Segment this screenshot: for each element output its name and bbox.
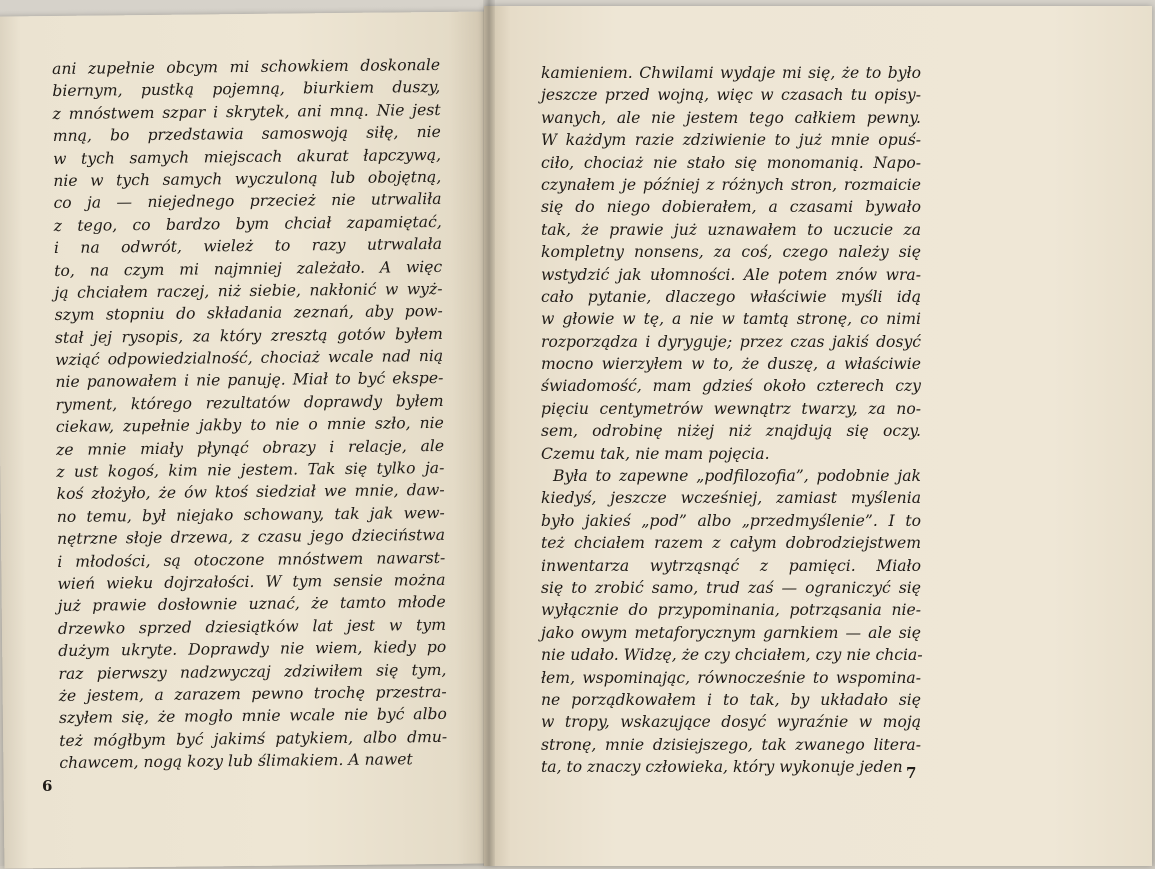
text-line: ani zupełnie obcym mi schowkiem doskonale (52, 55, 441, 78)
text-line: nie udało. Widzę, że czy chciałem, czy nie chcia- (541, 646, 923, 665)
left-page-text (52, 54, 447, 775)
text-line: cało pytanie, dlaczego właściwie myśli idą (541, 287, 921, 306)
text-line: pięciu centymetrów wewnątrz twarzy, za no- (541, 399, 921, 418)
text-line: Była to zapewne „podfilozofia”, podobnie jak (553, 467, 921, 486)
text-line: stał jej rysopis, za który zresztą gotów byłem (54, 324, 444, 347)
text-line: świadomość, mam gdzieś około czterech czy (541, 377, 921, 396)
right-page-number: 7 (906, 764, 917, 782)
text-line: z mnóstwem szpar i skrytek, ani mną. Nie jest (52, 100, 441, 123)
text-line: też chciałem razem z całym dobrodziejstwem (541, 534, 921, 553)
text-line: wyłącznie do przypominania, potrząsania nie- (541, 601, 921, 620)
text-line: już prawie dosłownie uznać, że tamto młode (57, 593, 446, 616)
text-line: ta, to znaczy człowieka, który wykonuje jeden (541, 758, 903, 777)
text-line: drzewko sprzed dziesiątków lat jest w tym (57, 615, 447, 638)
text-line: w głowie w tę, a nie w tamtą stronę, co nimi (541, 310, 921, 329)
text-line: mocno wierzyłem w to, że duszę, a właściwie (541, 355, 921, 374)
text-line: tak, że prawie już uznawałem to uczucie za (541, 220, 921, 239)
left-page-number: 6 (42, 777, 53, 795)
text-line: się to zrobić samo, trud zaś — ograniczyć się (541, 578, 921, 597)
text-line: kiedyś, jeszcze wcześniej, zamiast myślenia (541, 489, 921, 508)
text-line: sem, odrobinę niżej niż znajdują się oczy. (541, 422, 921, 441)
text-line: że jestem, a zarazem pewno trochę przestra- (58, 682, 447, 705)
text-line: szyłem się, że mogło mnie wcale nie być albo (58, 705, 447, 728)
text-line: szym stopniu do składania zeznań, aby pow- (54, 302, 443, 325)
text-line: dużym ukryte. Doprawdy nie wiem, kiedy po (58, 638, 447, 661)
text-line: Czemu tak, nie mam pojęcia. (541, 444, 770, 463)
text-line: łem, wspominając, równocześnie to wspomina- (541, 668, 921, 687)
text-line: mną, bo przedstawia samoswoją siłę, nie (52, 123, 441, 146)
text-line: się do niego dobierałem, a czasami bywało (541, 198, 921, 217)
text-line: chawcem, nogą kozy lub ślimakiem. A nawet (59, 750, 413, 773)
text-line: ze mnie miały płynąć obrazy i relacje, ale (56, 436, 445, 459)
text-line: co ja — niejednego przecież nie utrwaliła (53, 190, 442, 213)
text-line: koś złożyło, że ów ktoś siedział we mnie, daw- (56, 481, 445, 504)
text-line: ciekaw, zupełnie jakby to nie o mnie szło, nie (55, 414, 444, 437)
text-line: nie w tych samych wyczuloną lub obojętną, (53, 167, 442, 190)
text-line: i na odwrót, wieleż to razy utrwalała (53, 235, 443, 258)
text-line: ją chciałem raczej, niż siebie, nakłonić w wyż- (54, 279, 443, 302)
right-page-text (541, 62, 921, 779)
text-line: wstydzić jak ułomności. Ale potem znów wra- (541, 265, 921, 284)
book-gutter (483, 0, 495, 866)
text-line: raz pierwszy nadzwyczaj zdziwiłem się tym, (58, 660, 447, 683)
text-line: jeszcze przed wojną, więc w czasach tu opisy- (541, 86, 921, 105)
text-line: z tego, co bardzo bym chciał zapamiętać, (53, 212, 442, 235)
text-line: ciło, chociaż nie stało się monomanią. Napo- (541, 153, 921, 172)
text-line: w tych samych miejscach akurat łapczywą, (52, 145, 442, 168)
text-line: nie panowałem i nie panuję. Miał to być ekspe- (55, 369, 444, 392)
text-line: wziąć odpowiedzialność, chociaż wcale nad nią (55, 346, 444, 370)
text-line: jako owym metaforycznym garnkiem — ale się (541, 623, 921, 642)
text-line: ne porządkowałem i to tak, by układało się (541, 690, 921, 709)
text-line: to, na czym mi najmniej zależało. A więc (54, 257, 443, 280)
text-line: biernym, pustką pojemną, biurkiem duszy, (52, 78, 441, 101)
text-line: rozporządza i dyryguje; przez czas jakiś dosyć (541, 332, 921, 351)
text-line: też mógłbym być jakimś patykiem, albo dmu- (59, 727, 448, 750)
text-line: kompletny nonsens, za coś, czego należy się (541, 243, 921, 262)
text-line: ryment, którego rezultatów doprawdy byłem (55, 391, 444, 414)
text-line: w tropy, wskazujące dosyć wyraźnie w moją (541, 713, 921, 732)
text-line: wień wieku dojrzałości. W tym sensie można (57, 570, 446, 593)
text-line: no temu, był niejako schowany, tak jak wew- (56, 503, 445, 526)
text-line: stronę, mnie dzisiejszego, tak zwanego litera- (541, 735, 921, 754)
text-line: wanych, ale nie jestem tego całkiem pewny. (541, 108, 921, 127)
text-line: nętrzne słoje drzewa, z czasu jego dzieciństwa (56, 526, 446, 549)
text-line: było jakieś „pod” albo „przedmyślenie”. I to (541, 511, 921, 530)
text-line: czynałem je później z różnych stron, rozmaicie (541, 175, 921, 194)
text-line: inwentarza wytrząsnąć z pamięci. Miało (541, 556, 921, 575)
text-line: i młodości, są otoczone mnóstwem nawarst- (57, 548, 446, 571)
text-line: kamieniem. Chwilami wydaje mi się, że to było (541, 64, 921, 82)
text-line: W każdym razie zdziwienie to już mnie opuś- (541, 131, 921, 150)
text-line: z ust kogoś, kim nie jestem. Tak się tylko ja- (56, 458, 445, 482)
